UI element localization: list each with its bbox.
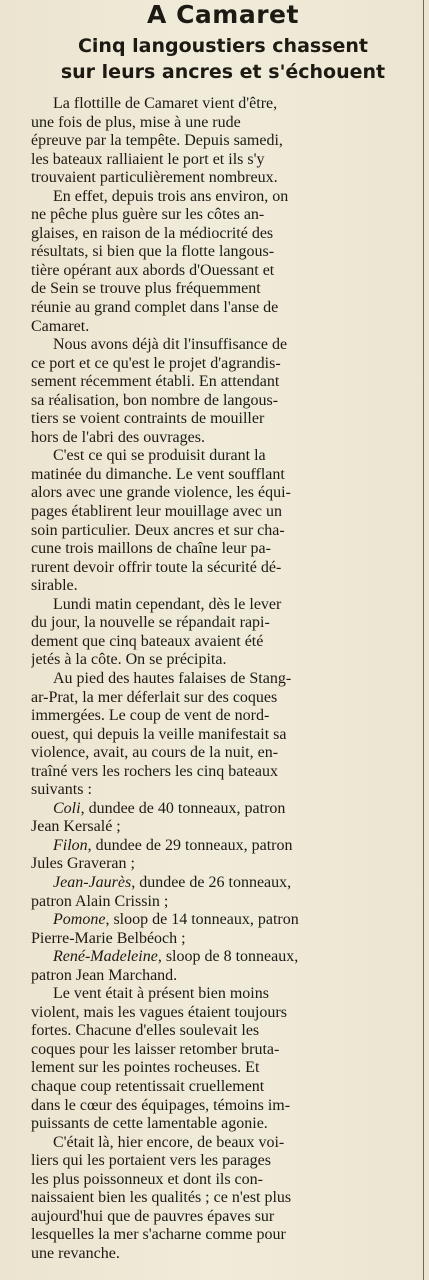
paragraph [31, 596, 415, 670]
article-subtitle [31, 33, 415, 85]
article-body [31, 95, 415, 1263]
text-line: sement récemment établi. En attendant [31, 373, 280, 391]
boat-line [31, 911, 415, 930]
text-line: de Sein se trouve plus fréquemment [31, 280, 261, 298]
boat-list [31, 800, 415, 985]
boat-skipper: Jean Kersalé ; [31, 818, 121, 836]
text-line: cune trois maillons de chaîne leur pa- [31, 540, 271, 558]
boat-line [31, 874, 415, 893]
text-line: immergées. Le coup de vent de nord- [31, 707, 270, 725]
text-line: réunie au grand complet dans l'anse de [31, 299, 279, 317]
text-line: violent, mais les vagues étaient toujours [31, 1003, 287, 1021]
boat-name: Filon [53, 836, 88, 854]
text-line: jetés à la côte. On se précipita. [31, 651, 227, 669]
boat-entry [31, 911, 415, 948]
text-line: coques pour les laisser retomber bruta- [31, 1040, 280, 1058]
text-line: Le vent était à présent bien moins [53, 985, 269, 1003]
closing-paragraphs [31, 985, 415, 1263]
boat-skipper: Pierre-Marie Belbéoch ; [31, 929, 186, 947]
text-line: épreuve par la tempête. Depuis samedi, [31, 132, 283, 150]
subtitle-line: Cinq langoustiers chassent [77, 35, 369, 57]
text-line: Camaret. [31, 317, 90, 335]
text-line: une fois de plus, mise à une rude [31, 113, 241, 131]
paragraph [31, 188, 415, 336]
boat-details: , dundee de 26 tonneaux, [131, 873, 292, 891]
text-line: Lundi matin cependant, dès le lever [53, 595, 282, 613]
text-line: C'est ce qui se produisit durant la [53, 447, 266, 465]
boat-skipper: patron Alain Crissin ; [31, 892, 169, 910]
text-line: liers qui les portaient vers les parages [31, 1152, 271, 1170]
text-line: La flottille de Camaret vient d'être, [53, 95, 278, 112]
text-line: pages établirent leur mouillage avec un [31, 503, 283, 521]
text-line: résultats, si bien que la flotte langous- [31, 243, 275, 261]
text-line: alors avec une grande violence, les équi- [31, 484, 291, 502]
text-line: traîné vers les rochers les cinq bateaux [31, 762, 279, 780]
paragraphs [31, 95, 415, 800]
text-line: trouvaient particulièrement nombreux. [31, 169, 278, 187]
text-line: aujourd'hui que de pauvres épaves sur [31, 1207, 275, 1225]
paragraph [31, 336, 415, 447]
boat-line [31, 948, 415, 967]
text-line: soin particulier. Deux ancres et sur cha- [31, 521, 285, 539]
text-line: ne pêche plus guère sur les côtes an- [31, 206, 265, 224]
text-line: lement sur les pointes rocheuses. Et [31, 1059, 260, 1077]
boat-entry [31, 837, 415, 874]
paragraph [31, 985, 415, 1133]
text-line: Au pied des hautes falaises de Stang- [53, 669, 292, 687]
text-line: du jour, la nouvelle se répandait rapi- [31, 614, 270, 632]
boat-line [31, 800, 415, 819]
text-line: les plus poissonneux et dont ils con- [31, 1170, 263, 1188]
text-line: naissaient bien les qualités ; ce n'est plus [31, 1189, 292, 1207]
text-line: sirable. [31, 577, 78, 595]
text-line: rurent devoir offrir toute la sécurité dé- [31, 558, 282, 576]
boat-details: , dundee de 40 tonneaux, patron [80, 799, 286, 817]
text-line: tière opérant aux abords d'Ouessant et [31, 261, 275, 279]
boat-name: Pomone [53, 911, 106, 929]
text-line: En effet, depuis trois ans environ, on [53, 187, 289, 205]
text-line: lesquelles la mer s'acharne comme pour [31, 1226, 286, 1244]
boat-details: , sloop de 14 tonneaux, patron [105, 911, 299, 929]
boat-entry [31, 874, 415, 911]
boat-entry [31, 800, 415, 837]
boat-skipper: patron Jean Marchand. [31, 966, 178, 984]
text-line: hors de l'abri des ouvrages. [31, 428, 205, 446]
text-line: fortes. Chacune d'elles soulevait les [31, 1022, 260, 1040]
column-rule [423, 0, 424, 1280]
text-line: tiers se voient contraints de mouiller [31, 410, 265, 428]
text-line: sa réalisation, bon nombre de langous- [31, 391, 279, 409]
text-line: ce port et ce qu'est le projet d'agrandis- [31, 354, 281, 372]
subtitle-line: sur leurs ancres et s'échouent [60, 61, 386, 83]
text-line: les bateaux ralliaient le port et ils s'y [31, 150, 265, 168]
text-line: dans le cœur des équipages, témoins im- [31, 1096, 291, 1114]
paragraph [31, 1134, 415, 1264]
article-title: A Camaret [147, 0, 299, 29]
paragraph [31, 447, 415, 595]
text-line: dement que cinq bateaux avaient été [31, 632, 264, 650]
boat-name: René-Madeleine [53, 948, 158, 966]
paragraph [31, 95, 415, 188]
text-line: C'était là, hier encore, de beaux voi- [53, 1133, 285, 1151]
text-line: suivants : [31, 781, 92, 799]
text-line: ouest, qui depuis la veille manifestait sa [31, 725, 287, 743]
boat-details: , sloop de 8 tonneaux, [157, 948, 299, 966]
boat-details: , dundee de 29 tonneaux, patron [87, 836, 293, 854]
text-line: matinée du dimanche. Le vent soufflant [31, 465, 285, 483]
boat-skipper: Jules Graveran ; [31, 855, 135, 873]
boat-entry [31, 948, 415, 985]
text-line: une revanche. [31, 1244, 120, 1262]
text-line: Nous avons déjà dit l'insuffisance de [53, 336, 288, 354]
text-line: ar-Prat, la mer déferlait sur des coques [31, 688, 278, 706]
boat-line [31, 837, 415, 856]
boat-name: Coli [53, 799, 81, 817]
paragraph [31, 670, 415, 800]
boat-name: Jean-Jaurès [53, 873, 132, 891]
text-line: violence, avait, au cours de la nuit, en- [31, 744, 279, 762]
text-line: chaque coup retentissait cruellement [31, 1077, 265, 1095]
text-line: puissants de cette lamentable agonie. [31, 1115, 268, 1133]
text-line: glaises, en raison de la médiocrité des [31, 224, 274, 242]
